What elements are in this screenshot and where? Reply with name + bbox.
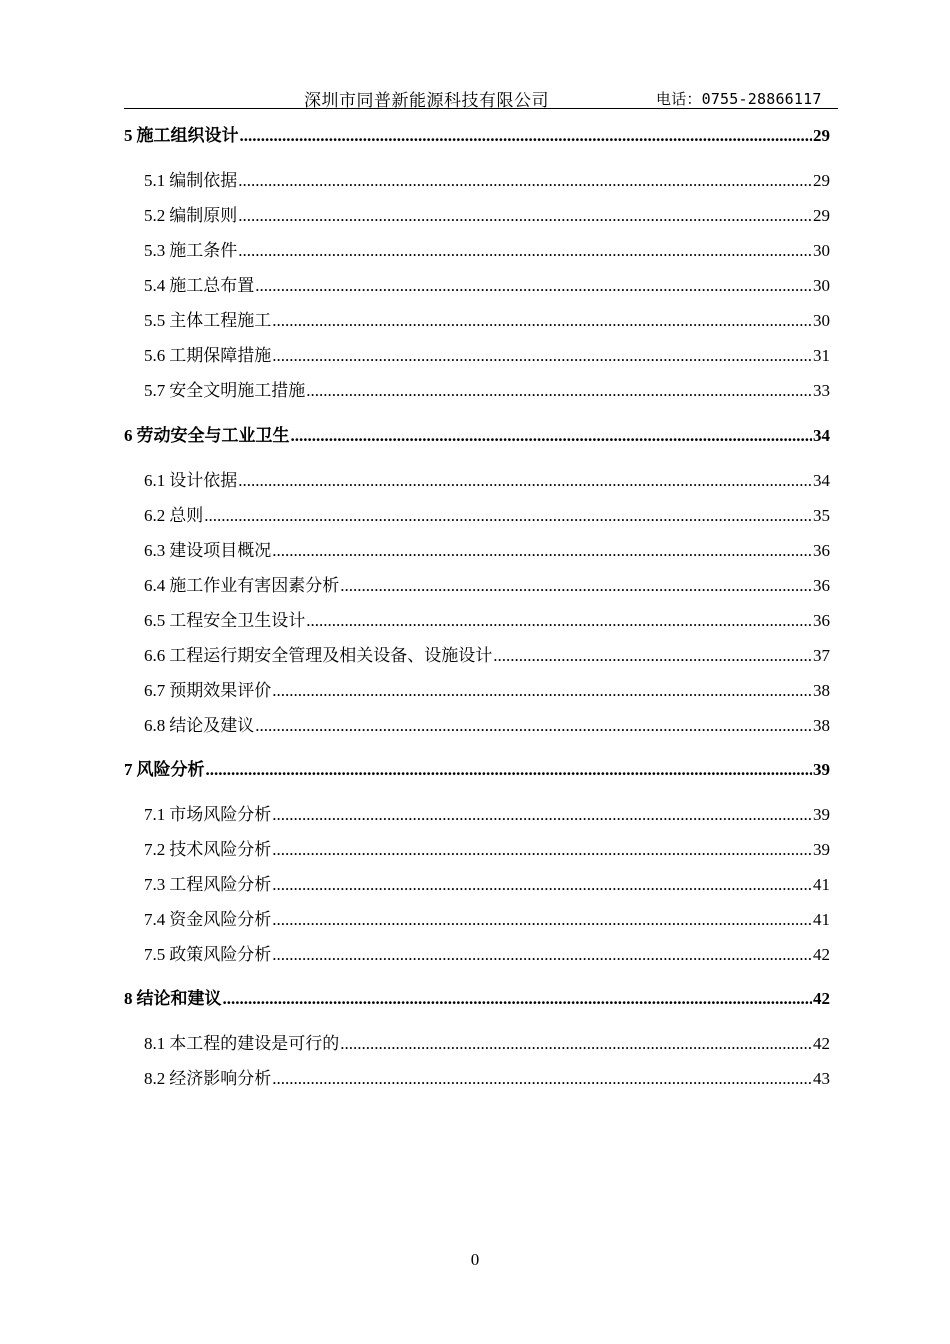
- toc-entry-number: 5.2: [144, 206, 166, 225]
- toc-entry-page: 29: [813, 126, 830, 145]
- toc-entry-number: 7.4: [144, 910, 166, 929]
- toc-entry-page: 33: [813, 381, 830, 400]
- toc-entry-title: 技术风险分析: [169, 840, 272, 859]
- toc-entry-page: 36: [813, 541, 830, 560]
- toc-subsection-entry[interactable]: [124, 836, 830, 864]
- toc-subsection-entry[interactable]: [124, 941, 830, 969]
- toc-entry-number: 8: [124, 989, 133, 1008]
- toc-entry-number: 5: [124, 126, 133, 145]
- toc-subsection-entry[interactable]: [124, 642, 830, 670]
- toc-entry-number: 7.1: [144, 805, 166, 824]
- toc-leader-dots: [493, 642, 812, 670]
- toc-entry-title: 安全文明施工措施: [169, 381, 306, 400]
- toc-entry-number: 6.4: [144, 576, 166, 595]
- toc-leader-dots: [272, 537, 812, 565]
- toc-entry-title: 工程安全卫生设计: [169, 611, 306, 630]
- toc-entry-page: 30: [813, 241, 830, 260]
- toc-entry-page: 30: [813, 276, 830, 295]
- toc-entry-number: 7.3: [144, 875, 166, 894]
- page-header: [124, 86, 838, 109]
- toc-entry-number: 6.5: [144, 611, 166, 630]
- toc-entry-page: 36: [813, 576, 830, 595]
- toc-leader-dots: [206, 756, 813, 784]
- toc-leader-dots: [223, 985, 813, 1013]
- toc-subsection-entry[interactable]: [124, 377, 830, 405]
- toc-subsection-entry[interactable]: [124, 537, 830, 565]
- toc-entry-title: 风险分析: [136, 760, 205, 779]
- toc-leader-dots: [272, 836, 812, 864]
- toc-entry-number: 5.5: [144, 311, 166, 330]
- toc-entry-page: 39: [813, 760, 830, 779]
- toc-entry-title: 施工总布置: [169, 276, 255, 295]
- toc-entry-title: 本工程的建设是可行的: [169, 1034, 340, 1053]
- toc-entry-page: 42: [813, 945, 830, 964]
- toc-subsection-entry[interactable]: [124, 801, 830, 829]
- toc-entry-title: 政策风险分析: [169, 945, 272, 964]
- toc-entry-number: 6.7: [144, 681, 166, 700]
- toc-entry-page: 29: [813, 206, 830, 225]
- toc-entry-page: 38: [813, 716, 830, 735]
- toc-entry-number: 5.3: [144, 241, 166, 260]
- toc-entry-title: 工程风险分析: [169, 875, 272, 894]
- toc-subsection-entry[interactable]: [124, 906, 830, 934]
- toc-leader-dots: [272, 871, 812, 899]
- toc-entry-number: 6.8: [144, 716, 166, 735]
- toc-leader-dots: [204, 502, 812, 530]
- toc-entry-title: 编制原则: [169, 206, 238, 225]
- toc-entry-title: 施工条件: [169, 241, 238, 260]
- toc-subsection-entry[interactable]: [124, 1030, 830, 1058]
- toc-leader-dots: [272, 941, 812, 969]
- toc-entry-number: 7: [124, 760, 133, 779]
- toc-leader-dots: [291, 422, 813, 450]
- header-phone: 电话：0755-28866117: [656, 90, 822, 108]
- toc-subsection-entry[interactable]: [124, 202, 830, 230]
- toc-leader-dots: [255, 272, 812, 300]
- toc-entry-page: 42: [813, 989, 830, 1008]
- toc-leader-dots: [340, 1030, 812, 1058]
- toc-leader-dots: [340, 572, 812, 600]
- toc-entry-title: 经济影响分析: [169, 1069, 272, 1088]
- toc-leader-dots: [272, 1065, 812, 1093]
- toc-entry-title: 工程运行期安全管理及相关设备、设施设计: [169, 646, 493, 665]
- toc-entry-number: 6.3: [144, 541, 166, 560]
- toc-entry-page: 39: [813, 840, 830, 859]
- toc-entry-page: 41: [813, 875, 830, 894]
- toc-entry-title: 设计依据: [169, 471, 238, 490]
- toc-subsection-entry[interactable]: [124, 572, 830, 600]
- toc-entry-number: 8.1: [144, 1034, 166, 1053]
- toc-subsection-entry[interactable]: [124, 712, 830, 740]
- toc-leader-dots: [238, 467, 812, 495]
- toc-leader-dots: [306, 377, 812, 405]
- toc-subsection-entry[interactable]: [124, 167, 830, 195]
- toc-entry-title: 劳动安全与工业卫生: [136, 426, 290, 445]
- toc-entry-number: 7.5: [144, 945, 166, 964]
- toc-subsection-entry[interactable]: [124, 467, 830, 495]
- toc-leader-dots: [255, 712, 812, 740]
- toc-subsection-entry[interactable]: [124, 607, 830, 635]
- toc-leader-dots: [272, 307, 812, 335]
- toc-entry-page: 42: [813, 1034, 830, 1053]
- toc-leader-dots: [238, 237, 812, 265]
- toc-entry-number: 5.1: [144, 171, 166, 190]
- toc-entry-title: 施工组织设计: [136, 126, 239, 145]
- toc-entry-page: 41: [813, 910, 830, 929]
- toc-subsection-entry[interactable]: [124, 677, 830, 705]
- toc-leader-dots: [272, 677, 812, 705]
- toc-subsection-entry[interactable]: [124, 502, 830, 530]
- toc-entry-number: 6.2: [144, 506, 166, 525]
- toc-subsection-entry[interactable]: [124, 272, 830, 300]
- toc-section-entry[interactable]: [124, 756, 830, 784]
- toc-entry-page: 30: [813, 311, 830, 330]
- toc-entry-title: 预期效果评价: [169, 681, 272, 700]
- toc-entry-page: 38: [813, 681, 830, 700]
- toc-leader-dots: [272, 906, 812, 934]
- toc-entry-title: 市场风险分析: [169, 805, 272, 824]
- toc-leader-dots: [240, 122, 813, 150]
- toc-subsection-entry[interactable]: [124, 237, 830, 265]
- toc-entry-page: 31: [813, 346, 830, 365]
- toc-entry-page: 37: [813, 646, 830, 665]
- toc-entry-number: 7.2: [144, 840, 166, 859]
- toc-leader-dots: [306, 607, 812, 635]
- toc-entry-number: 5.6: [144, 346, 166, 365]
- toc-entry-number: 6: [124, 426, 133, 445]
- toc-entry-page: 39: [813, 805, 830, 824]
- toc-entry-page: 29: [813, 171, 830, 190]
- toc-entry-number: 8.2: [144, 1069, 166, 1088]
- toc-entry-page: 34: [813, 471, 830, 490]
- toc-section-entry[interactable]: [124, 122, 830, 150]
- toc-section-entry[interactable]: [124, 985, 830, 1013]
- toc-entry-title: 主体工程施工: [169, 311, 272, 330]
- toc-subsection-entry[interactable]: [124, 342, 830, 370]
- header-company-name: 深圳市同普新能源科技有限公司: [304, 91, 549, 110]
- toc-entry-title: 施工作业有害因素分析: [169, 576, 340, 595]
- toc-entry-title: 资金风险分析: [169, 910, 272, 929]
- toc-entry-number: 6.6: [144, 646, 166, 665]
- toc-entry-title: 总则: [169, 506, 204, 525]
- toc-entry-page: 35: [813, 506, 830, 525]
- toc-leader-dots: [272, 801, 812, 829]
- toc-entry-number: 5.7: [144, 381, 166, 400]
- toc-entry-title: 结论和建议: [136, 989, 222, 1008]
- page-number: 0: [470, 1250, 480, 1269]
- toc-subsection-entry[interactable]: [124, 1065, 830, 1093]
- toc-subsection-entry[interactable]: [124, 871, 830, 899]
- toc-entry-title: 编制依据: [169, 171, 238, 190]
- toc-entry-number: 6.1: [144, 471, 166, 490]
- toc-entry-page: 34: [813, 426, 830, 445]
- toc-leader-dots: [238, 167, 812, 195]
- toc-entry-number: 5.4: [144, 276, 166, 295]
- toc-entry-page: 36: [813, 611, 830, 630]
- toc-entry-page: 43: [813, 1069, 830, 1088]
- toc-leader-dots: [272, 342, 812, 370]
- toc-section-entry[interactable]: [124, 422, 830, 450]
- toc-entry-title: 结论及建议: [169, 716, 255, 735]
- toc-leader-dots: [238, 202, 812, 230]
- toc-entry-title: 工期保障措施: [169, 346, 272, 365]
- toc-subsection-entry[interactable]: [124, 307, 830, 335]
- toc-entry-title: 建设项目概况: [169, 541, 272, 560]
